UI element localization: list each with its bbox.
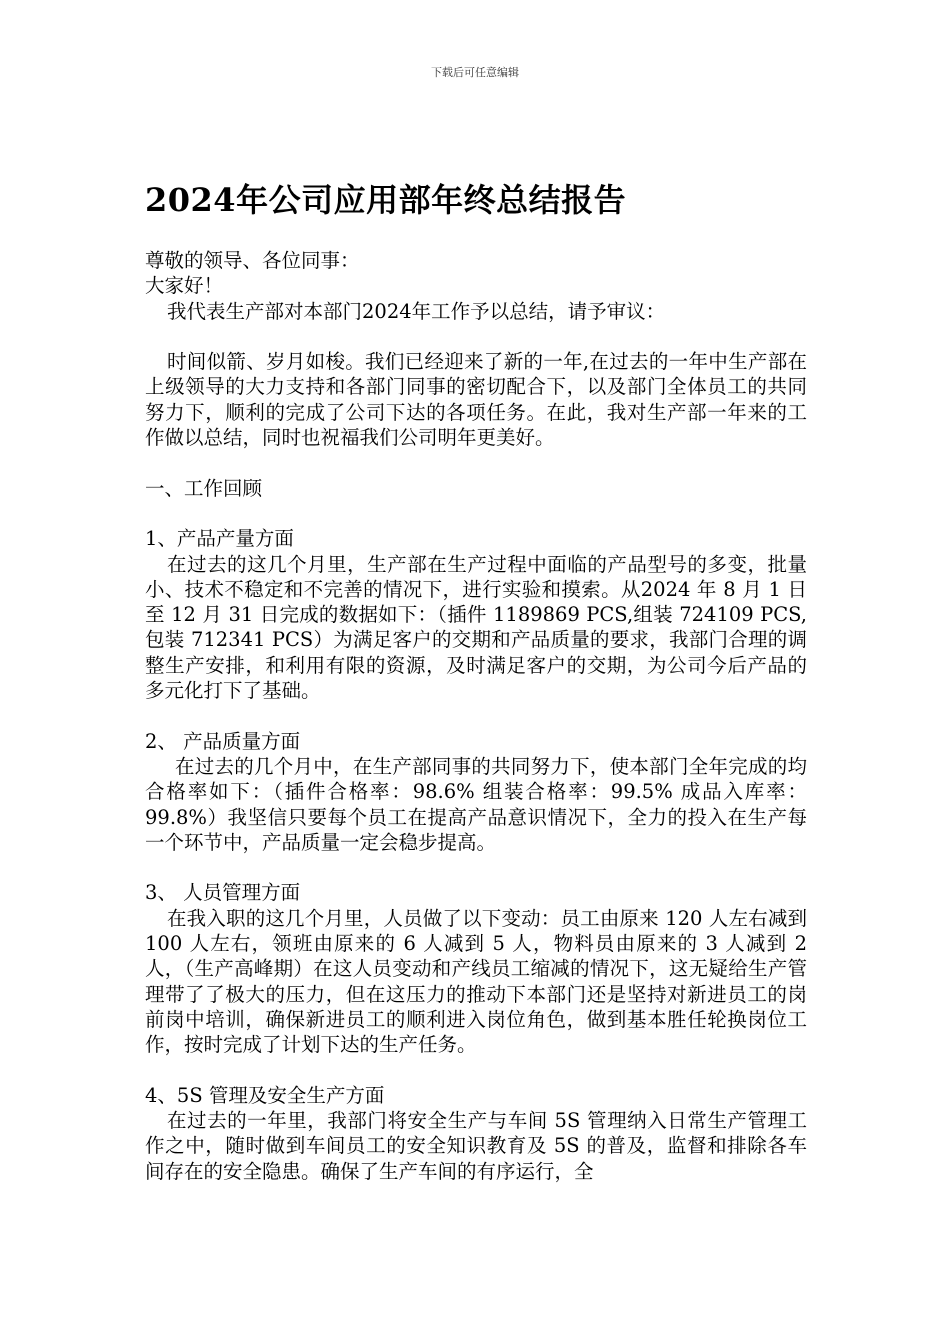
paragraph-gap	[145, 855, 807, 880]
greeting: 大家好！	[145, 274, 224, 298]
paragraph-gap	[145, 450, 807, 475]
page-header-note: 下载后可任意编辑	[431, 66, 519, 79]
item-heading-5s-safety: 4、5S 管理及安全生产方面	[145, 1083, 385, 1107]
item-body-personnel: 在我入职的这几个月里，人员做了以下变动：员工由原来 120 人左右减到 100 人左右，领班由原来的 6 人减到 5 人，物料员由原来的 3 人减到 2 人，（生产高峰期）在这人员变动和产线员工缩减的情况下，这无疑给生产管理带了了极大的压力，但在这压力的推动下本部门还是坚持对新进员工的岗前岗中培训，确保新进员工的顺利进入岗位角色，做到基本胜任轮换岗位工作，按时完成了计划下达的生产任务。	[145, 906, 807, 1057]
document-title: 2024年公司应用部年终总结报告	[145, 181, 627, 219]
intro-line: 我代表生产部对本部门2024年工作予以总结，请予审议：	[167, 299, 666, 323]
item-body-5s-safety: 在过去的一年里，我部门将安全生产与车间 5S 管理纳入日常生产管理工作之中，随时做到车间员工的安全知识教育及 5S 的普及，监督和排除各车间存在的安全隐患。确保了生产车间的有序运行，全	[145, 1109, 807, 1183]
opening-paragraph: 时间似箭、岁月如梭。我们已经迎来了新的一年,在过去的一年中生产部在上级领导的大力支持和各部门同事的密切配合下，以及部门全体员工的共同努力下，顺利的完成了公司下达的各项任务。在此，我对生产部一年来的工作做以总结，同时也祝福我们公司明年更美好。	[145, 350, 807, 450]
item-body-quality: 在过去的几个月中，在生产部同事的共同努力下，使本部门全年完成的均合格率如下：（插件合格率：98.6% 组装合格率：99.5% 成品入库率：99.8%）我坚信只要每个员工在提高产品意识情况下，全力的投入在生产每一个环节中，产品质量一定会稳步提高。	[145, 754, 807, 854]
item-heading-output: 1、产品产量方面	[145, 527, 294, 551]
paragraph-gap	[145, 1058, 807, 1083]
item-heading-quality: 2、 产品质量方面	[145, 729, 301, 753]
document-body	[145, 178, 807, 1184]
paragraph-gap	[145, 324, 807, 349]
salutation: 尊敬的领导、各位同事：	[145, 249, 360, 272]
paragraph-gap	[145, 703, 807, 728]
section-heading: 一、工作回顾	[145, 476, 263, 500]
item-body-output: 在过去的这几个月里，生产部在生产过程中面临的产品型号的多变，批量小、技术不稳定和不完善的情况下，进行实验和摸索。从2024 年 8 月 1 日至 12 月 31 日完成的数据如下：（插件 1189869 PCS,组装 724109 PCS,包装 712341 PCS）为满足客户的交期和产品质量的要求，我部门合理的调整生产安排，和利用有限的资源，及时满足客户的交期，为公司今后产品的多元化打下了基础。	[145, 552, 807, 703]
paragraph-gap	[145, 501, 807, 526]
item-heading-personnel: 3、 人员管理方面	[145, 881, 301, 905]
